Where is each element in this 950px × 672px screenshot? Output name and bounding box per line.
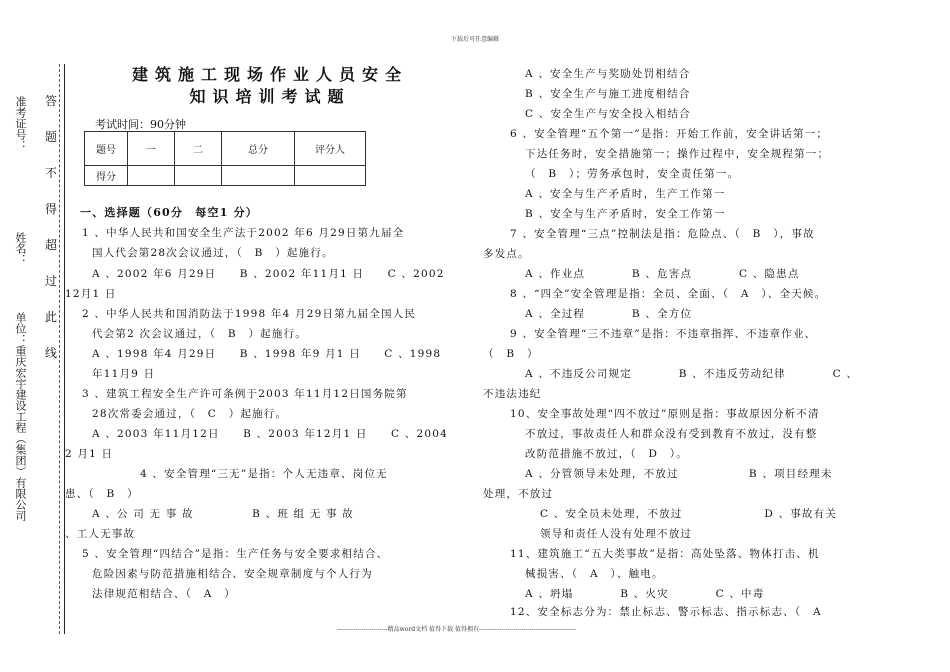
footer-note: -------------------------精品word文档 值得下载 值得拥有------------------------------------------------ [337,626,577,633]
question-line: 28次常委会通过，（ C ）起施行。 [92,408,288,420]
score-table-cell: 得分 [85,166,128,186]
exam-title-line1: 建筑施工现场作业人员安全 [131,65,408,84]
binding-line [64,64,65,634]
option-line: A 、2003 年11月12日 B 、2003 年12月1 日 C 、2004 [92,428,448,440]
option-line: 12月1 日 [65,288,117,300]
question-line: 3 、建筑工程安全生产许可条例于2003 年11月12日国务院第 [82,388,408,400]
option-line: B 、安全与生产矛盾时，安全工作第一 [525,208,726,220]
question-line: 法律规范相结合、（ A ） [92,588,236,600]
question-line: 5 、安全管理“四结合”是指：生产任务与安全要求相结合、 [82,548,389,560]
option-line: A 、全过程 B 、全方位 [525,308,693,320]
question-line: 改防范措施不放过，（ D ）。 [525,448,688,460]
binding-dashed-line [59,64,60,634]
question-line: 不放过，事故责任人和群众没有受到教育不放过，没有整 [525,428,818,440]
score-table-cell[interactable] [175,166,222,186]
question-line: 6 、安全管理“五个第一”是指：开始工作前，安全讲话第一； [510,128,829,140]
seal-char: 超 [44,238,57,252]
option-line: 、工人无事故 [65,528,136,540]
option-line: 不违法违纪 [483,388,542,400]
option-line: B 、安全生产与施工进度相结合 [525,88,691,100]
option-line: 领导和责任人没有处理不放过 [540,528,693,540]
seal-char: 线 [44,346,57,360]
score-table-cell[interactable] [222,166,295,186]
seal-char: 过 [44,274,57,288]
question-line: （ B ）；劳务承包时，安全责任第一。 [525,168,740,180]
option-line: 2 月1 日 [65,448,114,460]
question-line: 8 、“四全”安全管理是指：全员、全面、（ A ）、全天候。 [510,288,827,300]
exam-time: 考试时间：90分钟 [95,118,186,131]
option-line: C 、安全员未处理，不放过 D 、事故有关 [540,508,838,520]
option-line: A 、坍塌 B 、火灾 C 、中毒 [525,588,765,600]
option-line: C 、安全生产与安全投入相结合 [525,108,691,120]
score-table-header-cell: 二 [175,132,222,166]
score-table-cell[interactable] [128,166,175,186]
option-line: A 、安全生产与奖励处罚相结合 [525,68,691,80]
section-heading: 一、选择题（60分 每空1 分） [80,206,258,219]
score-table-cell[interactable] [295,166,366,186]
unit-label: 单位：重庆宏宇建设工程（集团）有限公司 [14,312,27,521]
score-table-header-cell: 评分人 [295,132,366,166]
seal-char: 答 [44,94,57,108]
option-line: 年11月9 日 [92,368,156,380]
score-table [84,131,366,186]
option-line: A 、2002 年6 月29日 B 、2002 年11月1 日 C 、2002 [92,268,445,280]
seal-char: 得 [44,202,57,216]
option-line: A 、安全与生产矛盾时，生产工作第一 [525,188,726,200]
question-line: 4 、安全管理“三无”是指：个人无违章、岗位无 [140,468,388,480]
score-table-header-cell: 一 [128,132,175,166]
question-line: 12、安全标志分为：禁止标志、警示标志、指示标志、（ A [510,606,822,618]
question-line: 国人代会第28次会议通过，（ B ）起施行。 [92,247,334,259]
score-table-header-cell: 总分 [222,132,295,166]
seal-char: 不 [44,166,57,180]
score-table-header-cell: 题号 [85,132,128,166]
ticket-number-label: 准考证号： [14,96,27,151]
option-line: 处理，不放过 [483,488,554,500]
seal-char: 题 [44,130,57,144]
question-line: 1 、中华人民共和国安全生产法于2002 年6 月29日第九届全 [82,227,405,239]
option-line: A 、分管领导未处理，不放过 B 、项目经理未 [525,468,833,480]
question-line: 下达任务时，安全措施第一；操作过程中，安全规程第一； [525,148,830,160]
question-line: 患、（ B ） [65,488,139,500]
seal-line-text [43,95,59,363]
top-note: 下载后可任意编辑 [450,36,499,43]
exam-title-line2: 知识培训考试题 [189,87,351,106]
seal-char: 此 [44,310,57,324]
option-line: A 、作业点 B 、危害点 C 、隐患点 [525,268,800,280]
question-line: 2 、中华人民共和国消防法于1998 年4 月29日第九届全国人民 [82,308,417,320]
name-label: 姓名： [14,232,27,265]
question-line: 危险因素与防范措施相结合、安全规章制度与个人行为 [92,568,373,580]
option-line: A 、不违反公司规定 B 、不违反劳动纪律 C 、 [525,368,859,380]
question-line: 多发点。 [483,248,530,260]
option-line: A 、1998 年4 月29日 B 、1998 年9 月1 日 C 、1998 [92,348,442,360]
question-line: 械损害、（ A ）、触电。 [525,568,664,580]
question-line: 9 、安全管理“三不违章”是指：不违章指挥、不违章作业、 [510,328,817,340]
question-line: 7 、安全管理“三点”控制法是指：危险点、（ B ），事故 [510,228,815,240]
question-line: 代会第2 次会议通过，（ B ）起施行。 [92,328,307,340]
question-line: 11、建筑施工“五大类事故”是指：高处坠落、物体打击、机 [510,548,820,560]
question-line: （ B ） [483,348,539,360]
question-line: 10、安全事故处理“四不放过”原则是指：事故原因分析不清 [510,408,820,420]
option-line: A 、公 司 无 事 故 B 、班 组 无 事 故 [92,508,354,520]
